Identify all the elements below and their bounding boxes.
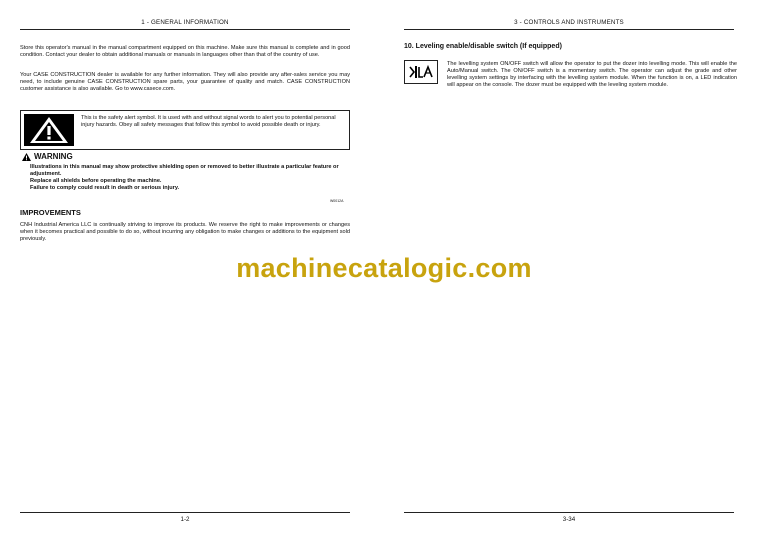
right-page-header: 3 - CONTROLS AND INSTRUMENTS (404, 19, 734, 30)
warning-line: Failure to comply could result in death or serious injury. (30, 185, 180, 192)
warning-body (30, 164, 340, 192)
improvements-paragraph: CNH Industrial America LLC is continually striving to improve its products. We reserve the right to make improvements or changes when it becomes practical and possible to do so, without incurring any obligation to make changes or additions to the equipment sold previously. (20, 222, 350, 243)
safety-alert-box (20, 110, 350, 150)
right-page-footer: 3-34 (404, 512, 734, 523)
warning-line: Replace all shields before operating the machine. (30, 178, 162, 185)
section-paragraph: The levelling system ON/OFF switch will allow the operator to put the dozer into levelling mode. This will enable the Auto/Manual switch. The ON/OFF switch is a momentary switch. The operator can adjust the grade and other levelling system settings by interfacing with the levelling system module. When the function is on, a LED indication will appear on the console. The dozer must be equipped with the leveling system module. (447, 61, 737, 89)
improvements-heading: IMPROVEMENTS (20, 208, 81, 217)
section-title: 10. Leveling enable/disable switch (If equipped) (404, 43, 562, 50)
warning-code: W0012A (330, 199, 344, 203)
warning-line: Illustrations in this manual may show protective shielding open or removed to better illustrate a particular feature or adjustment. (30, 164, 339, 178)
left-page-footer: 1-2 (20, 512, 350, 523)
left-page-header: 1 - GENERAL INFORMATION (20, 19, 350, 30)
dealer-paragraph: Your CASE CONSTRUCTION dealer is available for any further information. They will also provide any after-sales service you may need, to include genuine CASE CONSTRUCTION spare parts, your guarantee of quality and match. CASE CONSTRUCTION customer assistance is also available. Go to www.casece.com. (20, 72, 350, 93)
warning-title: WARNING (34, 152, 73, 161)
leveling-switch-icon (404, 60, 438, 84)
watermark-text: machinecatalogic.com (236, 253, 532, 283)
safety-alert-text: This is the safety alert symbol. It is used with and without signal words to alert you to potential personal injury hazards. Obey all safety messages that follow this symbol to avoid possible death or injury. (81, 115, 336, 129)
warning-triangle-icon (22, 153, 31, 161)
safety-alert-icon (24, 114, 74, 146)
warning-heading (22, 152, 73, 161)
manual-storage-paragraph: Store this operator's manual in the manual compartment equipped on this machine. Make sure this manual is complete and in good condition. Contact your dealer to obtain additional manuals or manuals in languages other than that of the country of use. (20, 45, 350, 59)
